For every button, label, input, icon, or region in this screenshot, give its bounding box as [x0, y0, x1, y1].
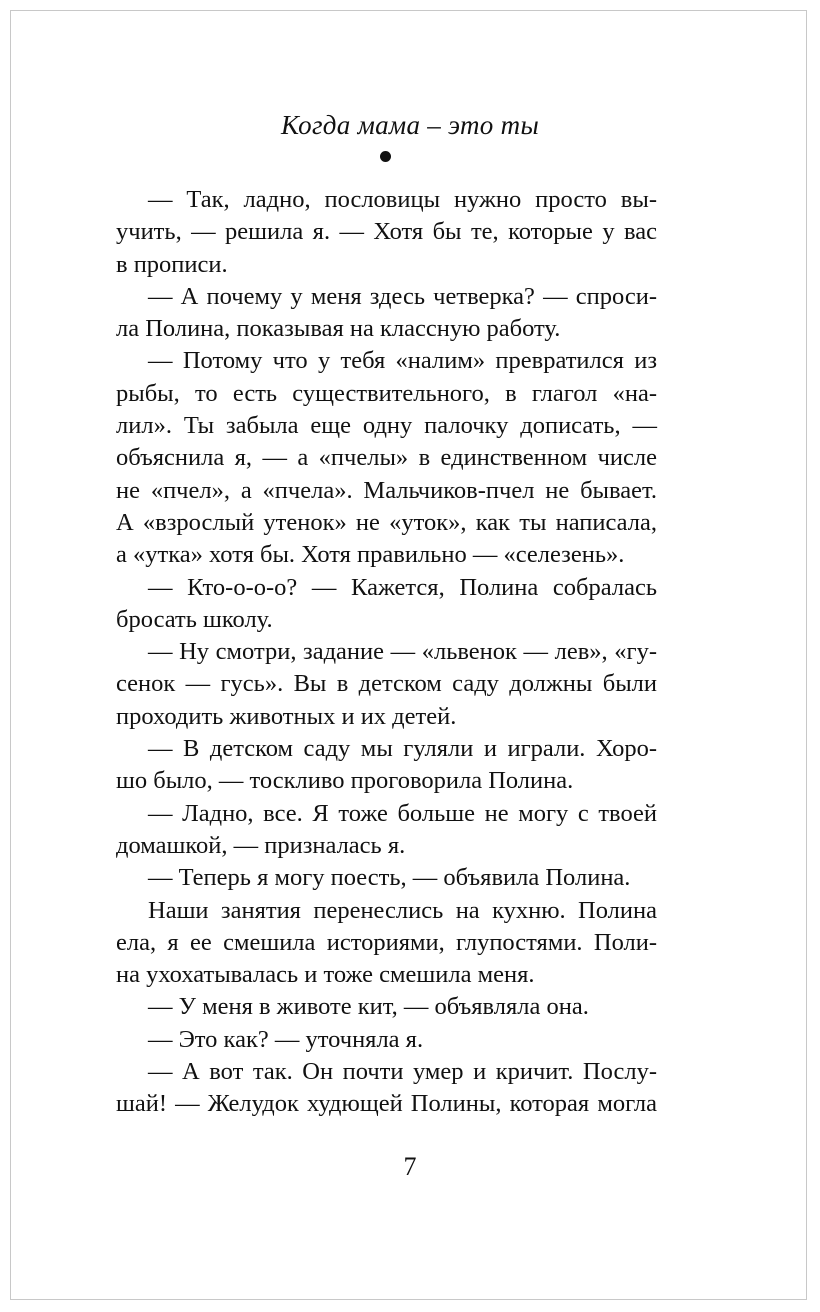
text-line: Наши занятия перенеслись на кухню. Полина — [148, 896, 657, 924]
text-line: — У меня в животе кит, — объявляла она. — [148, 993, 589, 1021]
text-line: шо было, — тоскливо проговорила Полина. — [116, 767, 574, 795]
text-line: — В детском саду мы гуляли и играли. Хоро- — [148, 735, 657, 763]
text-line: сенок — гусь». Вы в детском саду должны были — [116, 670, 657, 698]
text-line: — А вот так. Он почти умер и кричит. Послу- — [148, 1058, 657, 1086]
text-line: не «пчел», а «пчела». Мальчиков-пчел не бывает. — [116, 476, 657, 504]
text-line: учить, — решила я. — Хотя бы те, которые у вас — [116, 218, 657, 246]
text-line: в прописи. — [116, 250, 228, 278]
running-head: Когда мама – это ты — [280, 110, 540, 140]
text-line: — Кто-о-о-о? — Кажется, Полина собралась — [148, 573, 657, 601]
text-line: — Теперь я могу поесть, — объявила Полина. — [148, 864, 631, 892]
body-text — [116, 184, 657, 1121]
text-line: домашкой, — призналась я. — [116, 831, 406, 859]
bullet-dot-icon — [380, 151, 391, 162]
text-line: шай! — Желудок худющей Полины, которая могла — [116, 1090, 657, 1118]
text-line: рыбы, то есть существительного, в глагол «на- — [116, 379, 657, 407]
text-line: — Это как? — уточняла я. — [148, 1025, 424, 1053]
text-line: лил». Ты забыла еще одну палочку дописать, — — [116, 412, 657, 440]
text-line: объяснила я, — а «пчелы» в единственном числе — [116, 444, 657, 472]
text-line: проходить животных и их детей. — [116, 702, 457, 730]
page-number: 7 — [403, 1152, 417, 1181]
text-line: — Потому что у тебя «налим» превратился из — [148, 347, 657, 375]
text-line: на ухохатывалась и тоже смешила меня. — [116, 961, 535, 989]
text-line: — Ладно, все. Я тоже больше не могу с твоей — [148, 799, 657, 827]
text-line: — Так, ладно, пословицы нужно просто вы- — [148, 186, 657, 213]
text-line: А «взрослый утенок» не «уток», как ты написала, — [116, 508, 657, 536]
text-line: — Ну смотри, задание — «львенок — лев», «гу- — [148, 638, 657, 666]
text-line: — А почему у меня здесь четверка? — спроси- — [148, 282, 657, 310]
text-line: ла Полина, показывая на классную работу. — [116, 315, 561, 343]
text-line: а «утка» хотя бы. Хотя правильно — «селезень». — [116, 541, 625, 569]
text-line: ела, я ее смешила историями, глупостями. Поли- — [116, 928, 657, 956]
text-line: бросать школу. — [116, 605, 273, 633]
